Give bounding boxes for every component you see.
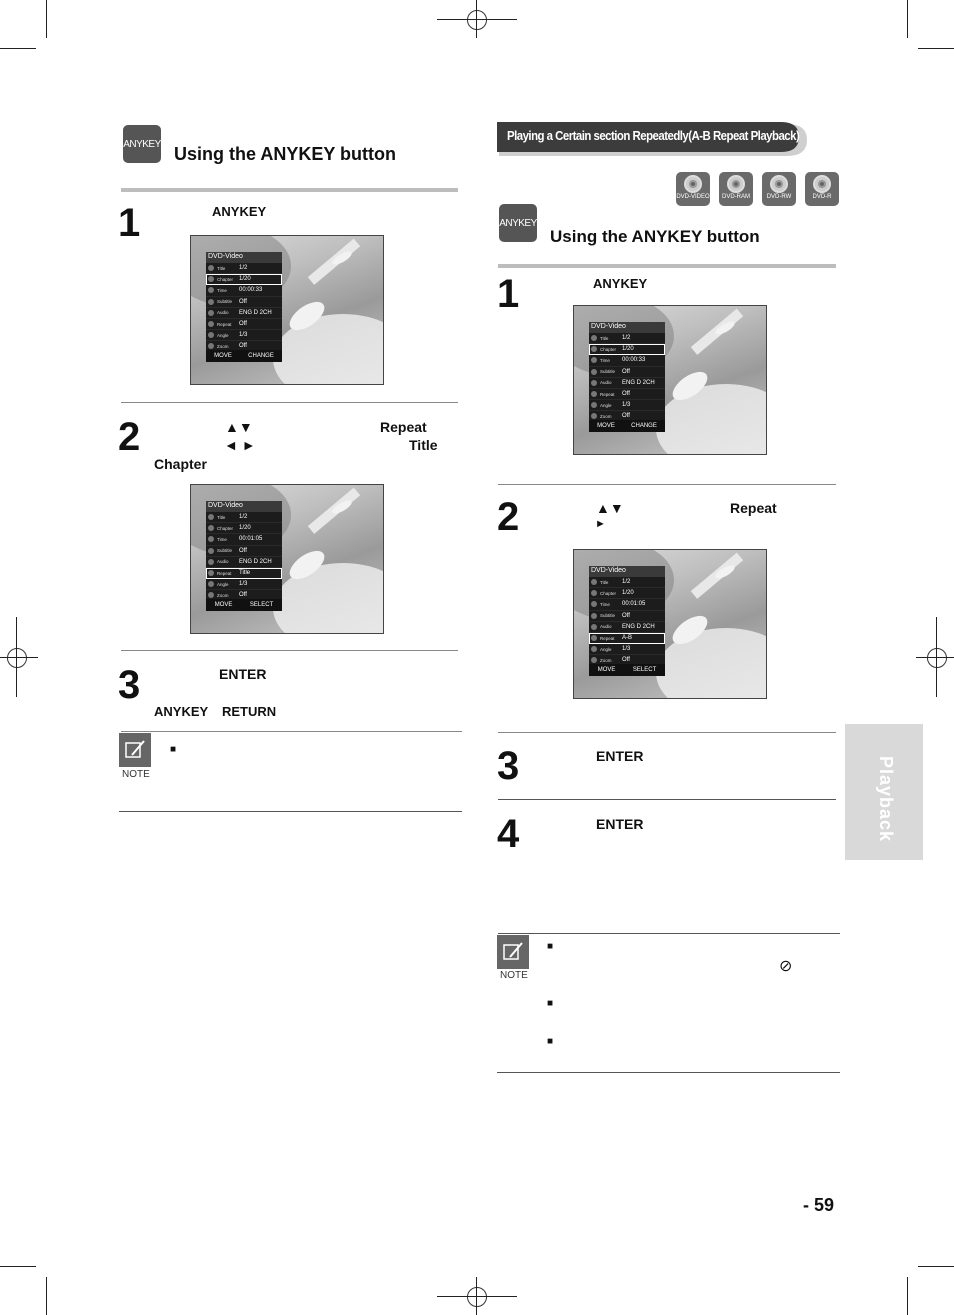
repeat-label: Repeat (380, 419, 427, 435)
crop-mark (0, 48, 36, 49)
arrows-leftright: ◄ ► (224, 437, 256, 453)
key-label: ANYKEY (212, 204, 267, 219)
crop-mark (46, 0, 47, 38)
note-bullet: ■ (547, 1036, 554, 1047)
crop-mark (918, 1266, 954, 1267)
osd-menu: DVD-Video Title 1/2 Chapter 1/20 Time 00:00:33 Subtitle Off Audio ENG D 2CH Repeat Off Angle 1/3 Zoom Off MOVE CHANGE (589, 322, 665, 432)
divider (121, 650, 458, 651)
divider (119, 811, 462, 812)
divider (121, 402, 458, 403)
osd-screenshot (190, 484, 384, 634)
osd-screenshot (190, 235, 384, 385)
chapter-label: Chapter (154, 456, 207, 472)
step-number: 3 (497, 744, 520, 788)
step-number: 1 (497, 272, 520, 316)
arrows-updown: ▲▼ (225, 419, 253, 435)
divider (498, 484, 836, 485)
registration-mark (467, 10, 487, 30)
crop-mark (437, 19, 517, 20)
disc-dvd-rw-icon: DVD-RW (762, 172, 796, 206)
crop-mark (437, 1296, 517, 1297)
side-tab (845, 724, 923, 860)
side-tab-label: Playback (876, 756, 896, 843)
step-number: 2 (118, 415, 141, 459)
divider (498, 264, 836, 268)
note-bullet: ■ (170, 744, 177, 755)
crop-mark (907, 0, 908, 38)
arrow-right: ► (595, 518, 606, 530)
osd-screenshot (573, 305, 767, 455)
divider (121, 731, 462, 732)
step-number: 1 (118, 201, 141, 245)
registration-mark (7, 648, 27, 668)
osd-menu: DVD-Video Title 1/2 Chapter 1/20 Time 00:01:05 Subtitle Off Audio ENG D 2CH Repeat Title Angle 1/3 Zoom Off MOVE SELECT (206, 501, 282, 611)
note-bullet: ■ (547, 941, 554, 952)
note-label: NOTE (122, 769, 150, 780)
disc-dvd-r-icon: DVD-R (805, 172, 839, 206)
step-number: 3 (118, 663, 141, 707)
crop-mark (918, 48, 954, 49)
section-banner (497, 122, 807, 156)
prohibited-icon: ⊘ (779, 958, 793, 975)
step-number: 2 (497, 495, 520, 539)
note-icon (119, 733, 151, 767)
arrows-updown: ▲▼ (596, 500, 624, 516)
banner-title: Playing a Certain section Repeatedly(A-B Repeat Playback) (507, 128, 800, 143)
return-label: RETURN (222, 704, 277, 719)
crop-mark (0, 1266, 36, 1267)
divider (498, 933, 840, 934)
note-label: NOTE (500, 970, 528, 981)
anykey-badge: ANYKEY (123, 125, 161, 163)
disc-dvd-ram-icon: DVD-RAM (719, 172, 753, 206)
anykey-label: ANYKEY (154, 704, 209, 719)
osd-menu: DVD-Video Title 1/2 Chapter 1/20 Time 00:01:05 Subtitle Off Audio ENG D 2CH Repeat A-B Angle 1/3 Zoom Off MOVE SELECT (589, 566, 665, 676)
crop-mark (907, 1277, 908, 1315)
note-icon (497, 935, 529, 969)
divider (498, 732, 836, 733)
crop-mark (0, 657, 38, 658)
repeat-label: Repeat (730, 500, 777, 516)
section-title: Using the ANYKEY button (550, 227, 760, 246)
enter-label: ENTER (596, 816, 644, 832)
crop-mark (46, 1277, 47, 1315)
divider (497, 1072, 840, 1073)
registration-mark (467, 1287, 487, 1307)
note-bullet: ■ (547, 998, 554, 1009)
disc-dvd-video-icon: DVD-VIDEO (676, 172, 710, 206)
key-label: ANYKEY (593, 276, 648, 291)
crop-mark (476, 1277, 477, 1315)
osd-screenshot (573, 549, 767, 699)
enter-label: ENTER (219, 666, 267, 682)
divider (121, 188, 458, 192)
title-label: Title (409, 437, 438, 453)
page-number: - 59 (803, 1195, 835, 1215)
section-title: Using the ANYKEY button (174, 144, 396, 164)
crop-mark (476, 0, 477, 38)
step-number: 4 (497, 812, 520, 856)
registration-mark (927, 648, 947, 668)
crop-mark (916, 657, 954, 658)
anykey-badge: ANYKEY (499, 204, 537, 242)
osd-menu: DVD-Video Title 1/2 Chapter 1/20 Time 00:00:33 Subtitle Off Audio ENG D 2CH Repeat Off Angle 1/3 Zoom Off MOVE CHANGE (206, 252, 282, 362)
divider (498, 799, 836, 800)
enter-label: ENTER (596, 748, 644, 764)
